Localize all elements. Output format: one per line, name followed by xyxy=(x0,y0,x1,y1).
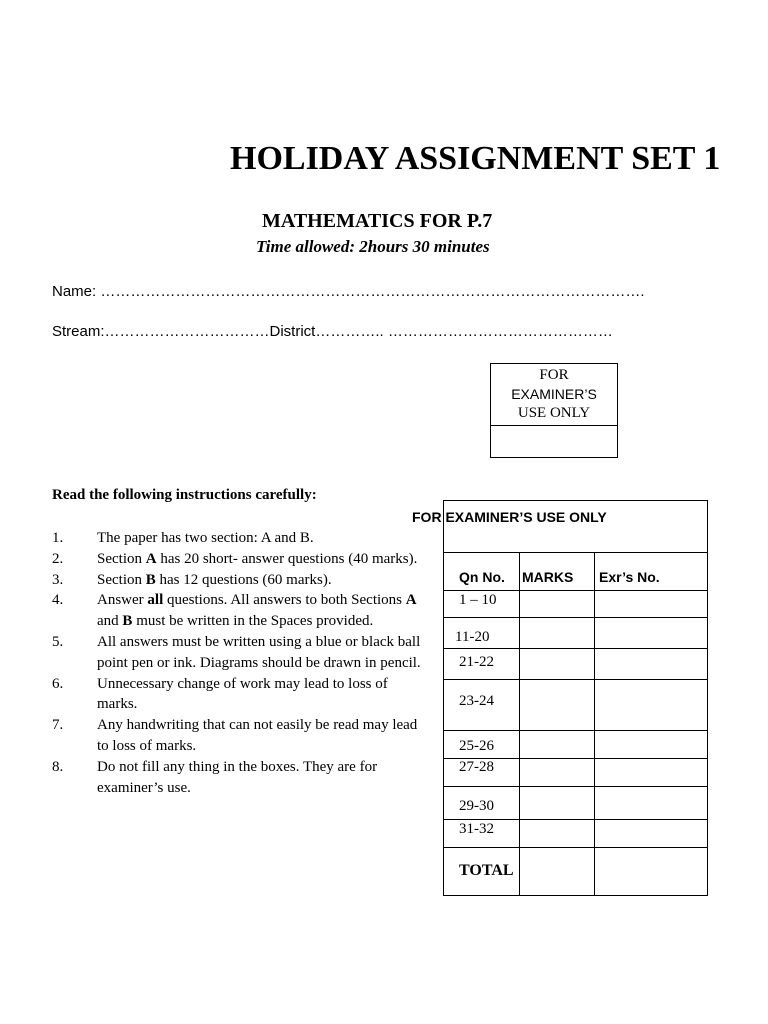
instruction-number: 4. xyxy=(52,592,64,609)
document-title: HOLIDAY ASSIGNMENT SET 1 xyxy=(230,140,721,177)
examiner-box-line2: EXAMINER’S xyxy=(511,386,597,402)
table-divider xyxy=(444,730,707,731)
instruction-item xyxy=(52,590,422,632)
marks-table xyxy=(412,500,708,896)
instruction-text: Unnecessary change of work may lead to loss of marks. xyxy=(97,675,388,713)
marks-table-title: FOR EXAMINER’S USE ONLY xyxy=(412,509,607,525)
instruction-number: 6. xyxy=(52,675,64,692)
table-divider xyxy=(444,786,707,787)
table-row-label: 11-20 xyxy=(455,629,490,645)
table-row-label: 29-30 xyxy=(459,798,494,814)
examiner-use-box xyxy=(490,363,618,458)
table-divider xyxy=(444,819,707,820)
instruction-number: 1. xyxy=(52,530,64,546)
time-allowed: Time allowed: 2hours 30 minutes xyxy=(256,237,490,256)
table-column-divider xyxy=(594,552,595,895)
instruction-number: 2. xyxy=(52,550,64,567)
subject-heading: MATHEMATICS FOR P.7 xyxy=(262,210,493,232)
table-row-label: 1 – 10 xyxy=(459,592,497,608)
table-divider xyxy=(444,552,707,553)
instructions-heading: Read the following instructions carefully: xyxy=(52,487,317,503)
table-divider xyxy=(444,758,707,759)
instructions-list xyxy=(52,528,422,798)
instruction-item xyxy=(52,528,422,549)
table-divider xyxy=(444,847,707,848)
instruction-text: Section B has 12 questions (60 marks). xyxy=(97,571,332,588)
table-row-label: 23-24 xyxy=(459,693,494,709)
table-row-label: 25-26 xyxy=(459,738,494,754)
table-divider xyxy=(444,679,707,680)
instruction-item xyxy=(52,674,422,716)
instruction-number: 3. xyxy=(52,571,64,588)
instruction-text: Do not fill any thing in the boxes. They are for examiner’s use. xyxy=(97,758,378,796)
column-header-qn: Qn No. xyxy=(459,569,505,585)
examiner-box-label xyxy=(491,364,617,426)
examiner-box-line3: USE ONLY xyxy=(517,405,591,421)
instruction-text: Section A has 20 short- answer questions (40 marks). xyxy=(97,550,418,567)
instruction-item xyxy=(52,570,422,591)
stream-district-field: Stream:……………………………District………….. ……………………………………… xyxy=(52,323,613,340)
table-row-label: 31-32 xyxy=(459,821,494,837)
table-row-label: 27-28 xyxy=(459,759,494,775)
instruction-item xyxy=(52,715,422,757)
examiner-box-line1: FOR xyxy=(539,367,569,383)
instruction-item xyxy=(52,549,422,570)
table-row-label: 21-22 xyxy=(459,654,494,670)
table-divider xyxy=(444,648,707,649)
column-header-examiner: Exr’s No. xyxy=(599,569,660,585)
table-divider xyxy=(444,590,707,591)
instruction-text: Answer all questions. All answers to both Sections A and B must be written in the Spaces provided. xyxy=(97,592,417,630)
table-column-divider xyxy=(519,552,520,895)
instruction-item xyxy=(52,757,422,799)
table-row-total: TOTAL xyxy=(459,862,514,879)
instruction-text: The paper has two section: A and B. xyxy=(97,530,314,546)
instruction-number: 7. xyxy=(52,717,64,734)
table-divider xyxy=(444,617,707,618)
instruction-item xyxy=(52,632,422,674)
instruction-text: All answers must be written using a blue or black ball point pen or ink. Diagrams should be drawn in pencil. xyxy=(97,633,421,671)
instruction-text: Any handwriting that can not easily be read may lead to loss of marks. xyxy=(97,717,418,754)
instruction-number: 5. xyxy=(52,633,64,650)
instruction-number: 8. xyxy=(52,758,64,775)
name-field: Name: ………………………………………………………………………………………………. xyxy=(52,283,645,300)
column-header-marks: MARKS xyxy=(522,569,574,585)
